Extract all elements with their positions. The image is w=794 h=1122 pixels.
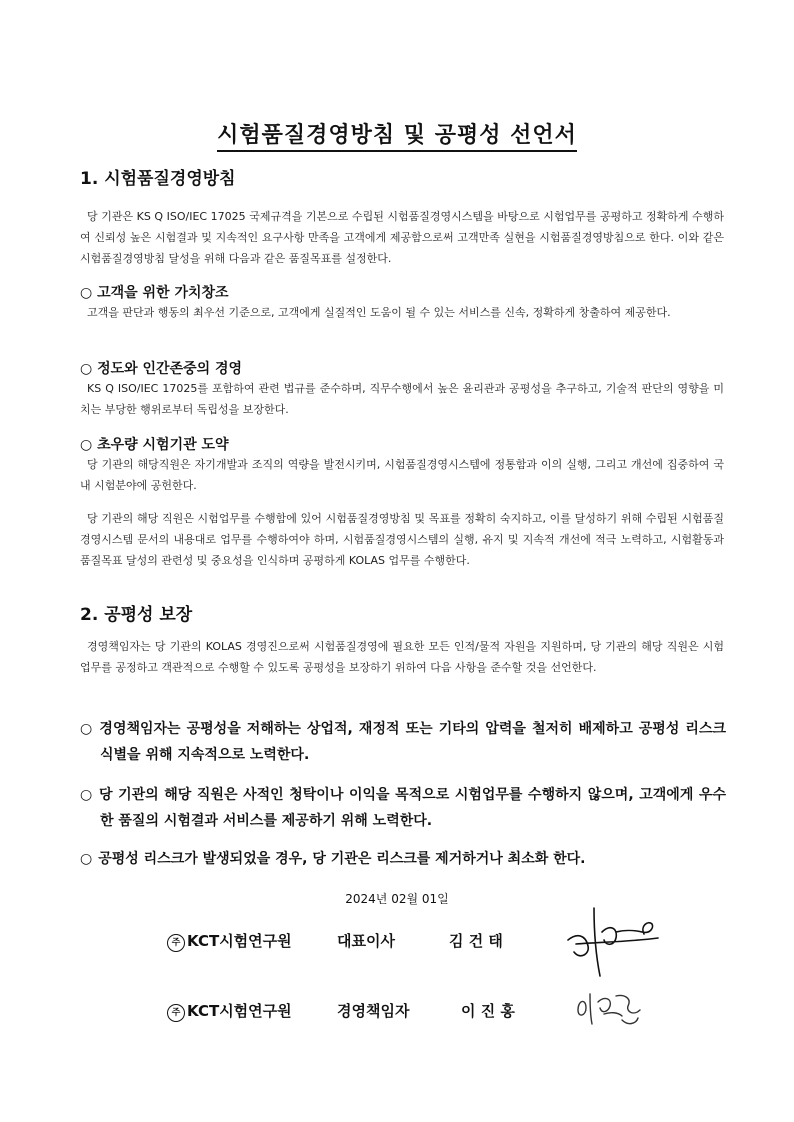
signatory-row-2 [167, 1000, 571, 1022]
declaration-date: 2024년 02월 01일 [345, 892, 449, 906]
section2-heading: 2. 공평성 보장 [80, 605, 193, 625]
goal1-heading: ○ 고객을 위한 가치창조 [80, 285, 229, 301]
corporation-mark-icon: 주 [167, 1004, 185, 1022]
pledge-item-3 [80, 846, 726, 872]
goal2-heading: ○ 정도와 인간존중의 경영 [80, 361, 243, 377]
pledge-bullet-3: ○ [80, 851, 93, 867]
document-title-text: 시험품질경영방침 및 공평성 선언서 [217, 123, 577, 152]
section2-intro: 경영책임자는 당 기관의 KOLAS 경영진으로써 시험품질경영에 필요한 모든 인적/물적 자원을 지원하며, 당 기관의 해당 직원은 시험업무를 공정하고 객관적으로 수행할 수 있도록 공평성을 보장하기 위하여 다음 사항을 준수할 것을 선언한다. [80, 640, 724, 674]
section1-intro: 당 기관은 KS Q ISO/IEC 17025 국제규격을 기본으로 수립된 시험품질경영시스템을 바탕으로 시험업무를 공평하고 정확하게 수행하여 신뢰성 높은 시험결과 및 지속적인 요구사항 만족을 고객에게 제공함으로써 고객만족 실현을 시험품질경영방침으로 한다. 이와 같은 시험품질경영방침 달성을 위해 다음과 같은 품질목표를 설정한다. [80, 210, 724, 265]
goal3-heading: ○ 초우량 시험기관 도약 [80, 437, 229, 453]
signature-1-image [558, 902, 668, 982]
goal2-text: KS Q ISO/IEC 17025를 포함하여 관련 법규를 준수하며, 직무수행에서 높은 윤리관과 공평성을 추구하고, 기술적 판단의 영향을 미치는 부당한 행위로부터 독립성을 보장한다. [80, 382, 724, 416]
section1-closing: 당 기관의 해당 직원은 시험업무를 수행함에 있어 시험품질경영방침 및 목표를 정확히 숙지하고, 이를 달성하기 위해 수립된 시험품질경영시스템 문서의 내용대로 업무를 수행하여야 하며, 시험품질경영시스템의 실행, 유지 및 지속적 개선에 적극 노력하고, 시험활동과 품질목표 달성의 관련성 및 중요성을 인식하며 공평하게 KOLAS 업무를 수행한다. [80, 512, 724, 567]
signatory-1-name: 김 건 태 [449, 932, 503, 950]
signatory-1-organization: KCT시험연구원 [187, 932, 292, 950]
corporation-mark-icon: 주 [167, 934, 185, 952]
pledge-text-1: 경영책임자는 공평성을 저해하는 상업적, 재정적 또는 기타의 압력을 철저히 배제하고 공평성 리스크 식별을 위해 지속적으로 노력한다. [99, 721, 726, 763]
signatory-2-name: 이 진 홍 [461, 1002, 515, 1020]
goal3-text: 당 기관의 해당직원은 자기개발과 조직의 역량을 발전시키며, 시험품질경영시스템에 정통함과 이의 실행, 그리고 개선에 집중하여 국내 시험분야에 공헌한다. [80, 458, 724, 492]
pledge-text-3: 공평성 리스크가 발생되었을 경우, 당 기관은 리스크를 제거하거나 최소화 한다. [98, 851, 586, 867]
goal1-text: 고객을 판단과 행동의 최우선 기준으로, 고객에게 실질적인 도움이 될 수 있는 서비스를 신속, 정확하게 창출하여 제공한다. [87, 306, 671, 319]
signatory-2-organization: KCT시험연구원 [187, 1002, 292, 1020]
section1-heading: 1. 시험품질경영방침 [80, 169, 236, 189]
signature-2-image [570, 986, 650, 1030]
pledge-bullet-2: ○ [80, 787, 93, 803]
pledge-bullet-1: ○ [80, 721, 94, 737]
pledge-item-2 [80, 782, 726, 834]
signatory-2-position: 경영책임자 [337, 1002, 410, 1020]
pledge-item-1 [80, 716, 726, 768]
document-title [0, 118, 794, 149]
signatory-1-position: 대표이사 [337, 932, 395, 950]
pledge-text-2: 당 기관의 해당 직원은 사적인 청탁이나 이익을 목적으로 시험업무를 수행하지 않으며, 고객에게 우수한 품질의 시험결과 서비스를 제공하기 위해 노력한다. [98, 787, 726, 829]
signatory-row-1 [167, 930, 559, 952]
